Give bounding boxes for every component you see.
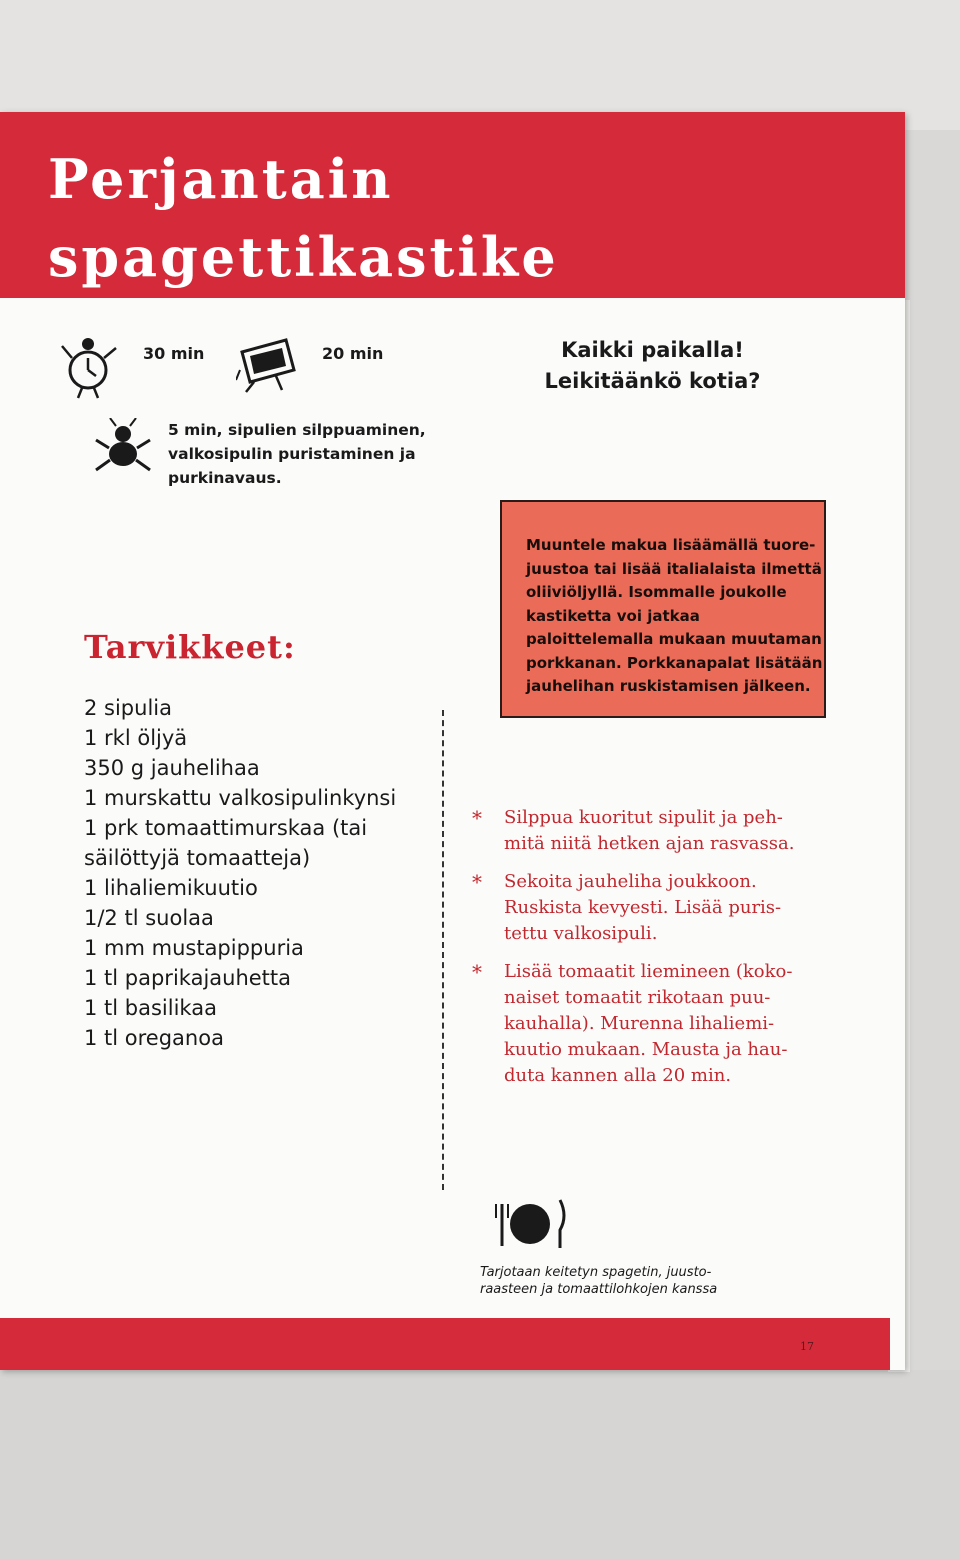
step-item <box>470 805 810 857</box>
step-marker: * <box>472 960 482 984</box>
kid-task-note: 5 min, sipulien silppuaminen, valkosipulin puristaminen ja purkinavaus. <box>168 421 426 487</box>
prep-time: 30 min <box>143 344 205 363</box>
steps-list <box>470 805 810 1101</box>
column-divider <box>442 710 444 1190</box>
ingredient-item: säilöttyjä tomaatteja) <box>84 846 311 870</box>
step-text: Silppua kuoritut sipulit ja pehmitä niitä hetken ajan rasvassa. <box>504 807 795 854</box>
ingredient-item: 2 sipulia <box>84 696 172 720</box>
ingredient-item: 1 tl paprikajauhetta <box>84 966 292 990</box>
background-bottom <box>0 1370 960 1559</box>
serving-note: Tarjotaan keitetyn spagetin, juustoraasteen ja tomaattilohkojen kanssa <box>480 1265 718 1297</box>
ingredient-item: 350 g jauhelihaa <box>84 756 260 780</box>
step-text: Sekoita jauheliha joukkoon. Ruskista kevyesti. Lisää puristettu valkosipuli. <box>504 871 782 944</box>
pot-figure-icon <box>236 334 300 394</box>
cook-time: 20 min <box>322 344 384 363</box>
title-line-1: Perjantain <box>48 147 394 211</box>
bug-figure-icon <box>92 418 154 480</box>
footer-band <box>0 1318 890 1370</box>
page-number: 17 <box>800 1340 814 1353</box>
ingredients-list <box>84 693 396 1053</box>
ingredient-item: 1/2 tl suolaa <box>84 906 214 930</box>
step-item <box>470 869 810 947</box>
ingredients-heading: Tarvikkeet: <box>84 628 296 666</box>
intro-line-2: Leikitäänkö kotia? <box>544 369 761 393</box>
intro-line-1: Kaikki paikalla! <box>561 338 744 362</box>
recipe-title <box>48 140 868 296</box>
ingredient-item: 1 rkl öljyä <box>84 726 188 750</box>
intro-text <box>520 335 785 397</box>
background-top <box>0 0 960 130</box>
ingredient-item: 1 lihaliemikuutio <box>84 876 258 900</box>
tip-box <box>500 500 826 718</box>
ingredient-item: 1 tl oreganoa <box>84 1026 224 1050</box>
tip-text: Muuntele makua lisäämällä tuorejuustoa tai lisää italialaista ilmettä oliiviöljyllä. Isommalle joukolle kastiketta voi jatkaa paloittelemalla mukaan muutaman porkkanan. Porkkanapalat lisätään jauhelihan ruskistamisen jälkeen. <box>526 536 823 695</box>
title-line-2: spagettikastike <box>48 225 559 289</box>
plate-cutlery-icon <box>488 1196 570 1252</box>
step-item <box>470 959 810 1089</box>
ingredient-item: 1 tl basilikaa <box>84 996 217 1020</box>
step-marker: * <box>472 806 482 830</box>
clock-figure-icon <box>58 334 122 400</box>
step-text: Lisää tomaatit liemineen (kokonaiset tomaatit rikotaan puukauhalla). Murenna lihaliemikuutio mukaan. Mausta ja hauduta kannen alla 20 min. <box>504 961 793 1086</box>
ingredient-item: 1 murskattu valkosipulinkynsi <box>84 786 397 810</box>
step-marker: * <box>472 870 482 894</box>
ingredient-item: 1 mm mustapippuria <box>84 936 304 960</box>
ingredient-item: 1 prk tomaattimurskaa (tai <box>84 816 368 840</box>
